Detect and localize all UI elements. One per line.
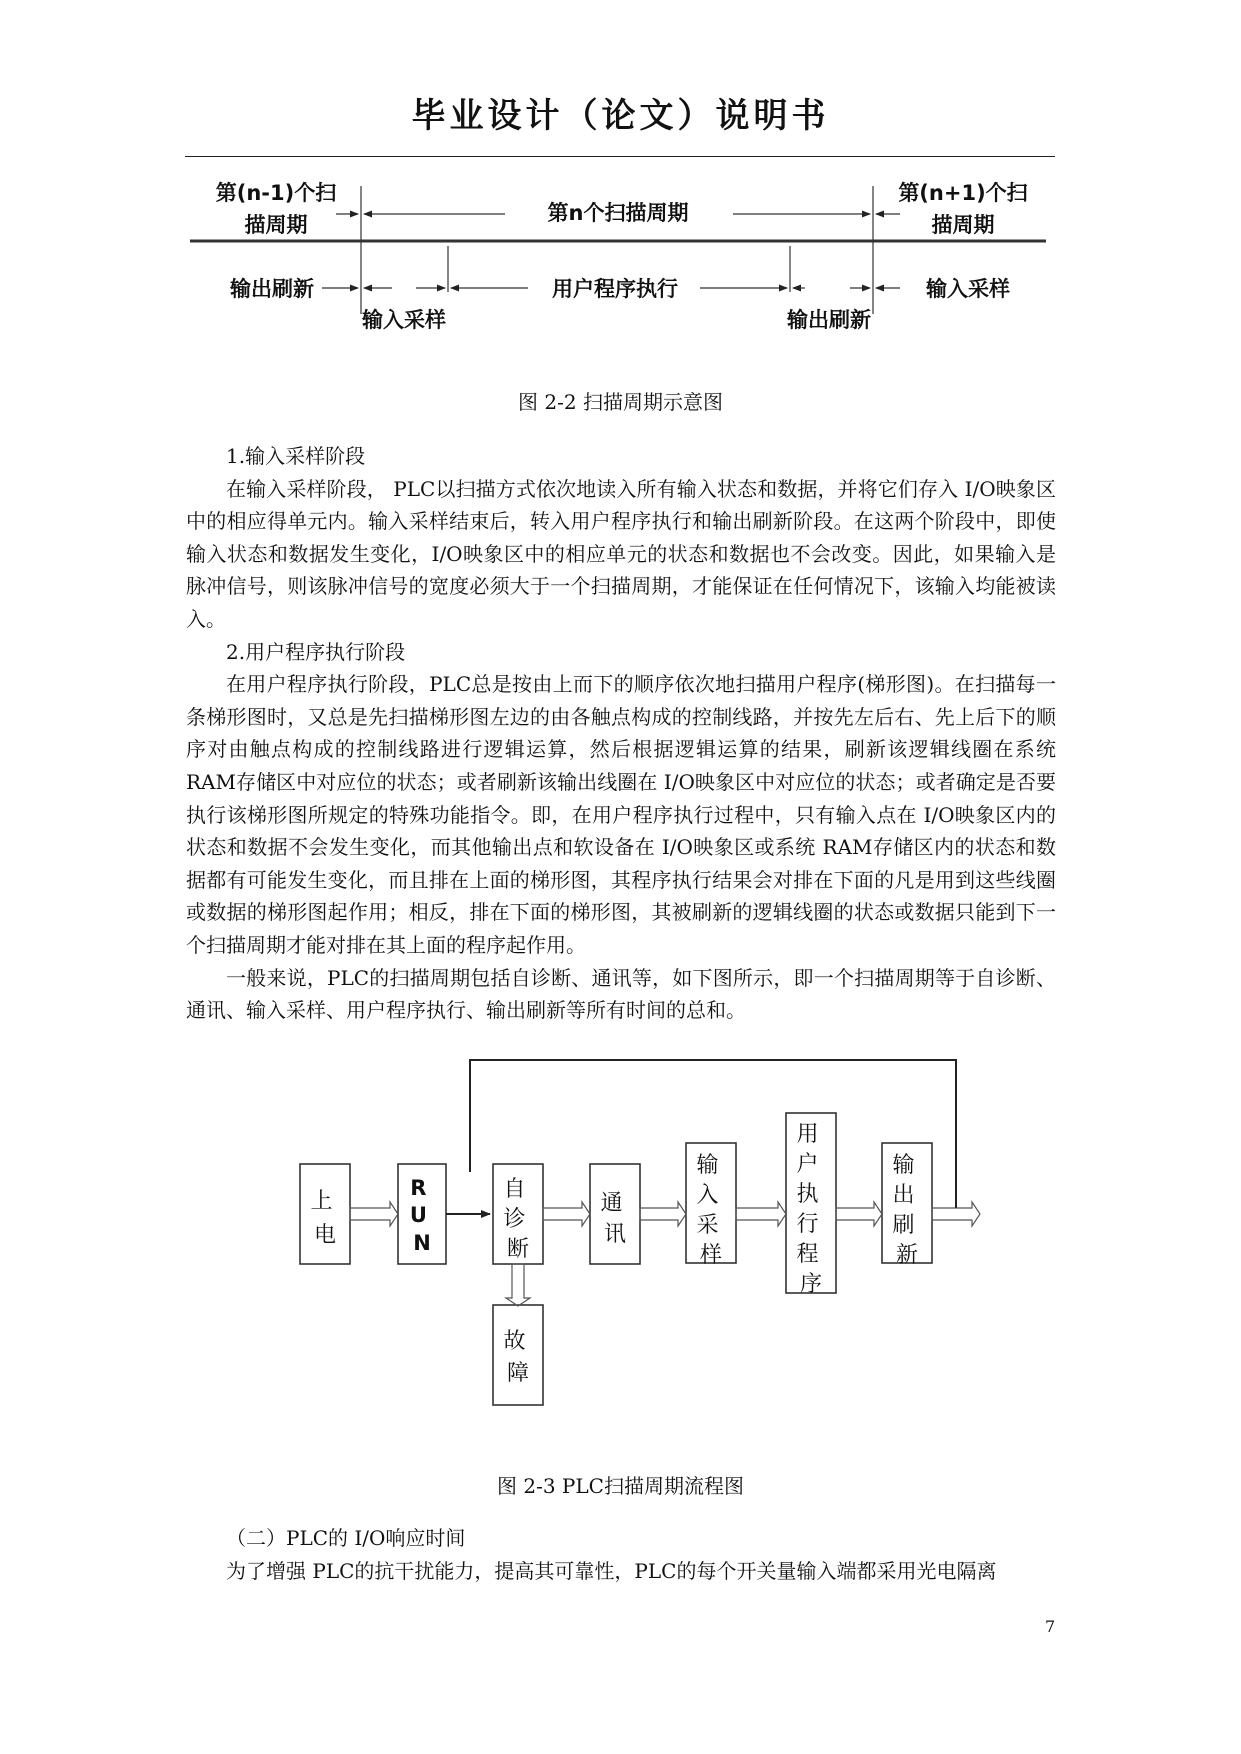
- paragraph-user-program: 在用户程序执行阶段，PLC总是按由上而下的顺序依次地扫描用户程序(梯形图)。在扫描每一条梯形图时，又总是先扫描梯形图左边的由各触点构成的控制线路，并按先左后右、先上后下的顺序对由触点构成的控制线路进行逻辑运算，然后根据逻辑运算的结果，刷新该逻辑线圈在系统 RAM存储区中对应位的状态；或者刷新该输出线圈在 I/O映象区中对应位的状态；或者确定是否要执行该梯形图所规定的特殊功能指令。即，在用户程序执行过程中，只有输入点在 I/O映象区内的状态和数据不会发生变化，而其他输出点和软设备在 I/O映象区或系统 RAM存储区内的状态和数据都有可能发生变化，而且排在上面的梯形图，其程序执行结果会对排在下面的凡是用到这些线圈或数据的梯形图起作用；相反，排在下面的梯形图，其被刷新的逻辑线圈的状态或数据只能到下一个扫描周期才能对排在其上面的程序起作用。: [186, 672, 1056, 957]
- self-diagnosis-label: 自 诊 断: [503, 1177, 530, 1262]
- page-header-title: 毕业设计（论文）说明书: [411, 96, 830, 136]
- power-on-label: 上 电: [310, 1189, 337, 1248]
- scan-cycle-diagram: [0, 0, 1241, 340]
- current-cycle-label: 第n个扫描周期: [547, 201, 689, 225]
- figure-2-2-caption: 图 2-2 扫描周期示意图: [518, 390, 723, 414]
- input-sampling-box-label: 输 入 采 样: [696, 1153, 723, 1268]
- run-label: R U N: [409, 1176, 431, 1255]
- next-cycle-label-1: 第(n+1)个扫: [898, 181, 1028, 205]
- plc-scan-flowchart: [0, 1040, 1241, 1440]
- arrow-power-to-run: [350, 1202, 398, 1226]
- section-heading-io-response: （二）PLC的 I/O响应时间: [226, 1526, 466, 1550]
- arrow-diag-to-comm: [543, 1202, 590, 1226]
- section-heading-user-program: 2.用户程序执行阶段: [226, 639, 406, 664]
- paragraph-input-sampling: 在输入采样阶段， PLC以扫描方式依次地读入所有输入状态和数据，并将它们存入 I/O映象区中的相应得单元内。输入采样结束后，转入用户程序执行和输出刷新阶段。在这两个阶段中，即使输入状态和数据发生变化，I/O映象区中的相应单元的状态和数据也不会改变。因此，如果输入是脉冲信号，则该脉冲信号的宽度必须大于一个扫描周期，才能保证在任何情况下，该输入均能被读入。: [186, 476, 1056, 631]
- fault-label: 故 障: [503, 1329, 530, 1386]
- prev-cycle-label-1: 第(n-1)个扫: [215, 181, 337, 205]
- user-program-label: 用户程序执行: [552, 277, 678, 301]
- body-text-block-1: [186, 440, 1056, 1027]
- box-power-on: [300, 1164, 350, 1264]
- user-program-box-label: 用 户 执 行 程 序: [796, 1122, 823, 1297]
- arrow-user-to-output: [836, 1202, 882, 1226]
- prev-cycle-label-2: 描周期: [244, 213, 308, 237]
- page-number: 7: [1045, 1617, 1056, 1636]
- body-text-block-2: [186, 1522, 1056, 1587]
- arrow-diag-to-fault: [506, 1264, 530, 1306]
- arrow-comm-to-input: [640, 1202, 686, 1226]
- next-cycle-label-2: 描周期: [931, 213, 995, 237]
- input-sampling-label: 输入采样: [362, 308, 446, 332]
- figure-2-3-caption: 图 2-3 PLC扫描周期流程图: [497, 1474, 744, 1498]
- paragraph-scan-cycle-summary: 一般来说，PLC的扫描周期包括自诊断、通讯等，如下图所示，即一个扫描周期等于自诊断、通讯、输入采样、用户程序执行、输出刷新等所有时间的总和。: [186, 965, 1056, 1023]
- input-sampling-label-right: 输入采样: [926, 277, 1010, 301]
- output-refresh-label: 输出刷新: [787, 308, 871, 332]
- box-fault: [493, 1305, 543, 1405]
- communication-label: 通 讯: [600, 1191, 627, 1247]
- section-heading-input-sampling: 1.输入采样阶段: [226, 444, 366, 468]
- output-refresh-box-label: 输 出 刷 新: [892, 1153, 919, 1268]
- arrow-input-to-user: [736, 1202, 786, 1226]
- output-refresh-label-left: 输出刷新: [230, 277, 314, 301]
- paragraph-io-response: 为了增强 PLC的抗干扰能力，提高其可靠性，PLC的每个开关量输入端都采用光电隔离: [226, 1558, 997, 1583]
